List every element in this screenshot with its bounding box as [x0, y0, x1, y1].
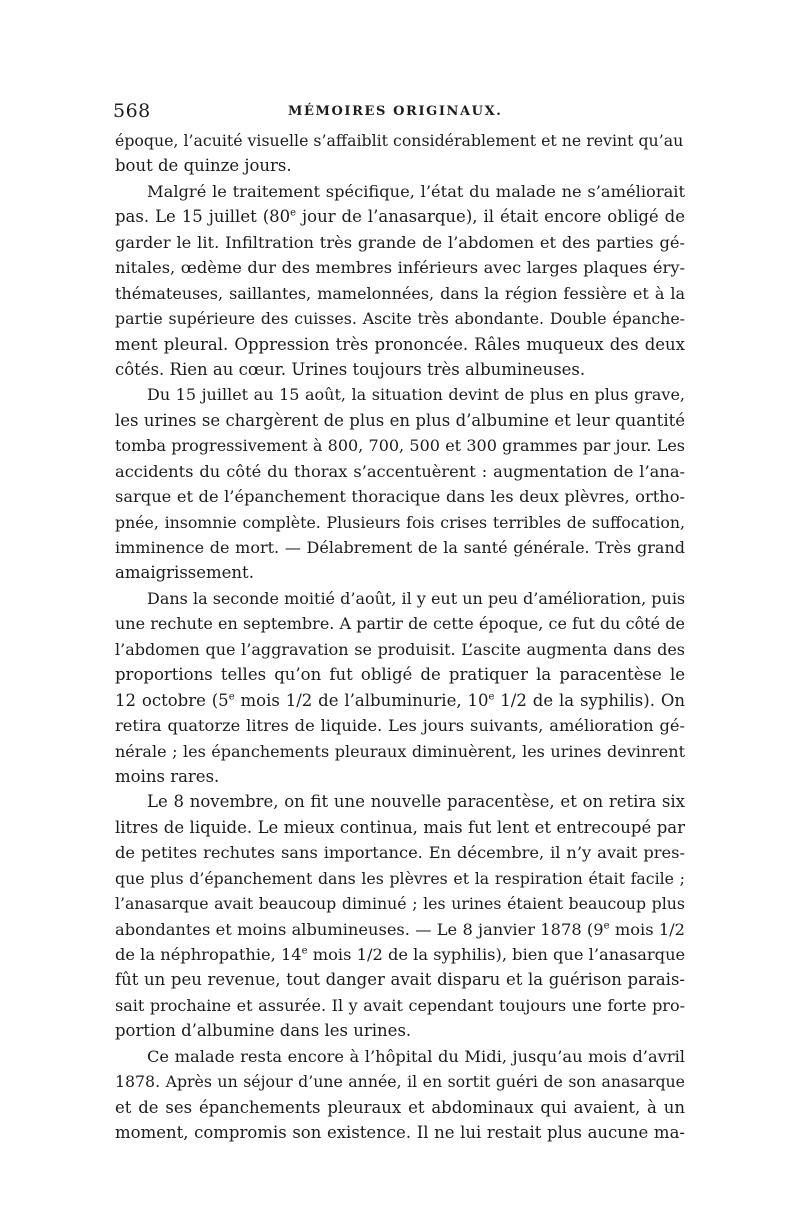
- text-line: portion d’albumine dans les urines.: [115, 1021, 412, 1041]
- text-line: nitales, œdème dur des membres inférieurs avec larges plaques éry-: [115, 258, 685, 278]
- text-line: ment pleural. Oppression très prononcée. Râles muqueux des deux: [115, 334, 685, 354]
- running-title: MÉMOIRES ORIGINAUX.: [288, 104, 503, 119]
- text-line: bout de quinze jours.: [115, 156, 292, 176]
- text-line: retira quatorze litres de liquide. Les jours suivants, amélioration gé-: [115, 716, 685, 736]
- body-text: [115, 128, 685, 1146]
- text-line: époque, l’acuité visuelle s’affaiblit considérablement et ne revint qu’au: [115, 131, 684, 150]
- text-line: 1878. Après un séjour d’une année, il en sortit guéri de son anasarque: [115, 1072, 685, 1092]
- text-line: imminence de mort. — Délabrement de la santé générale. Très grand: [115, 538, 685, 557]
- text-line: partie supérieure des cuisses. Ascite très abondante. Double épanche-: [115, 309, 685, 329]
- text-line: côtés. Rien au cœur. Urines toujours très albumineuses.: [115, 359, 586, 379]
- text-line: sarque et de l’épanchement thoracique dans les deux plèvres, ortho-: [115, 487, 685, 507]
- text-line: litres de liquide. Le mieux continua, mais fut lent et entrecoupé par: [115, 817, 685, 837]
- text-line: abondantes et moins albumineuses. — Le 8 janvier 1878 (9e mois 1/2: [115, 919, 685, 939]
- text-line: et de ses épanchements pleuraux et abdominaux qui avaient, à un: [115, 1097, 685, 1117]
- text-line: de petites rechutes sans importance. En décembre, il n’y avait pres-: [115, 843, 685, 863]
- text-line: accidents du côté du thorax s’accentuèrent : augmentation de l’ana-: [115, 461, 685, 481]
- text-line: de la néphropathie, 14e mois 1/2 de la syphilis), bien que l’anasarque: [115, 945, 686, 964]
- text-line: thémateuses, saillantes, mamelonnées, dans la région fessière et à la: [115, 283, 685, 303]
- text-line: garder le lit. Infiltration très grande de l’abdomen et des parties gé-: [115, 232, 685, 252]
- text-line: proportions telles qu’on fut obligé de pratiquer la paracentèse le: [115, 665, 685, 685]
- text-line: Le 8 novembre, on fit une nouvelle paracentèse, et on retira six: [147, 792, 685, 812]
- text-line: une rechute en septembre. A partir de cette époque, ce fut du côté de: [115, 614, 685, 634]
- page-number: 568: [113, 100, 151, 122]
- text-line: Dans la seconde moitié d’août, il y eut un peu d’amélioration, puis: [147, 588, 686, 608]
- text-line: pnée, insomnie complète. Plusieurs fois crises terribles de suffocation,: [115, 512, 685, 532]
- text-line: que plus d’épanchement dans les plèvres et la respiration était facile ;: [115, 868, 685, 888]
- text-line: l’abdomen que l’aggravation se produisit. L’ascite augmenta dans des: [115, 639, 685, 659]
- text-line: les urines se chargèrent de plus en plus d’albumine et leur quantité: [115, 410, 685, 430]
- text-line: amaigrissement.: [115, 563, 254, 583]
- text-line: pas. Le 15 juillet (80e jour de l’anasarque), il était encore obligé de: [115, 207, 685, 227]
- text-line: sait prochaine et assurée. Il y avait cependant toujours une forte pro-: [115, 995, 685, 1015]
- text-line: Du 15 juillet au 15 août, la situation devint de plus en plus grave,: [147, 385, 685, 405]
- running-head: [113, 100, 685, 126]
- text-line: Ce malade resta encore à l’hôpital du Midi, jusqu’au mois d’avril: [147, 1046, 685, 1066]
- text-line: moins rares.: [115, 766, 220, 786]
- text-line: 12 octobre (5e mois 1/2 de l’albuminurie, 10e 1/2 de la syphilis). On: [115, 690, 686, 710]
- text-line: Malgré le traitement spécifique, l’état du malade ne s’améliorait: [147, 181, 685, 201]
- text-line: tomba progressivement à 800, 700, 500 et 300 grammes par jour. Les: [115, 436, 685, 456]
- text-line: nérale ; les épanchements pleuraux diminuèrent, les urines devinrent: [115, 741, 685, 761]
- text-line: fût un peu revenue, tout danger avait disparu et la guérison parais-: [115, 970, 685, 990]
- text-line: moment, compromis son existence. Il ne lui restait plus aucune ma-: [115, 1123, 685, 1143]
- text-line: l’anasarque avait beaucoup diminué ; les urines étaient beaucoup plus: [115, 894, 685, 914]
